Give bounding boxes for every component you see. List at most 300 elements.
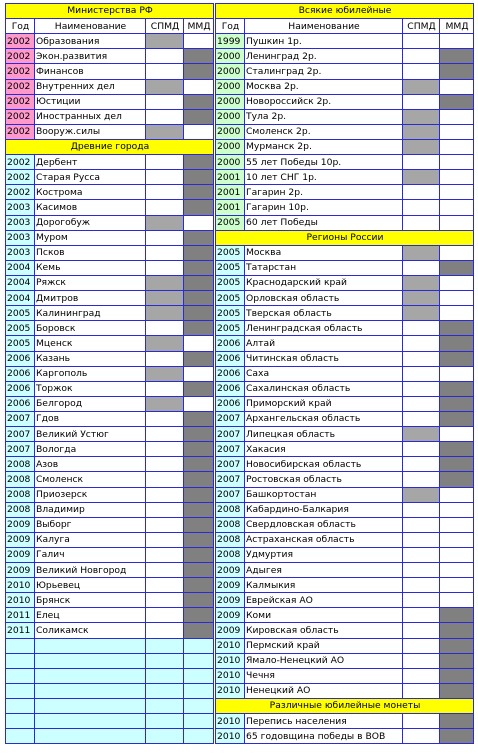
name-cell: Финансов: [35, 64, 146, 79]
table-row: [6, 502, 214, 517]
spmd-mark[interactable]: [146, 593, 184, 608]
mmd-mark[interactable]: [184, 683, 214, 698]
year-cell: 2003: [6, 215, 35, 230]
mmd-mark[interactable]: [440, 381, 474, 396]
mmd-mark[interactable]: [184, 653, 214, 668]
name-cell: Касимов: [35, 200, 146, 215]
spmd-mark[interactable]: [146, 427, 184, 442]
table-row: [216, 291, 474, 306]
mmd-mark[interactable]: [440, 109, 474, 124]
year-cell: 2007: [216, 487, 245, 502]
spmd-mark[interactable]: [146, 683, 184, 698]
col-mmd-header: ММД: [440, 19, 474, 34]
table-row: [6, 200, 214, 215]
spmd-mark[interactable]: [146, 306, 184, 321]
table-row: [216, 487, 474, 502]
year-cell: 2001: [216, 200, 245, 215]
table-row: [6, 547, 214, 562]
year-cell: 2008: [6, 502, 35, 517]
name-cell: Москва 2р.: [245, 79, 403, 94]
mmd-mark[interactable]: [440, 155, 474, 170]
mmd-mark[interactable]: [184, 487, 214, 502]
col-year-header: Год: [6, 19, 35, 34]
spmd-mark[interactable]: [146, 699, 184, 714]
name-cell: Юстиции: [35, 94, 146, 109]
mmd-mark[interactable]: [184, 64, 214, 79]
spmd-mark[interactable]: [146, 336, 184, 351]
year-cell: 2001: [216, 170, 245, 185]
mmd-mark[interactable]: [440, 306, 474, 321]
mmd-mark[interactable]: [440, 593, 474, 608]
year-cell: 2002: [6, 79, 35, 94]
spmd-mark[interactable]: [146, 124, 184, 139]
spmd-mark[interactable]: [403, 472, 440, 487]
mmd-mark[interactable]: [184, 79, 214, 94]
section-jubilee-title: Всякие юбилейные: [216, 4, 474, 19]
table-row: [6, 683, 214, 698]
spmd-mark[interactable]: [403, 427, 440, 442]
name-cell: Татарстан: [245, 260, 403, 275]
spmd-mark[interactable]: [403, 411, 440, 426]
spmd-mark[interactable]: [403, 563, 440, 578]
spmd-mark[interactable]: [403, 578, 440, 593]
mmd-mark[interactable]: [440, 411, 474, 426]
year-cell: 2002: [6, 170, 35, 185]
year-cell: 2005: [216, 291, 245, 306]
mmd-mark[interactable]: [184, 291, 214, 306]
mmd-mark[interactable]: [440, 457, 474, 472]
spmd-mark[interactable]: [403, 457, 440, 472]
spmd-mark[interactable]: [403, 593, 440, 608]
year-cell: 2007: [6, 427, 35, 442]
year-cell: 2009: [6, 517, 35, 532]
mmd-mark[interactable]: [440, 487, 474, 502]
spmd-mark[interactable]: [146, 381, 184, 396]
year-cell: 2010: [216, 729, 245, 744]
table-row: [216, 563, 474, 578]
mmd-mark[interactable]: [440, 442, 474, 457]
year-cell: 2009: [6, 563, 35, 578]
section-ancient-cities-title: Древние города: [6, 139, 214, 154]
mmd-mark[interactable]: [440, 472, 474, 487]
spmd-mark[interactable]: [403, 653, 440, 668]
mmd-mark[interactable]: [184, 472, 214, 487]
mmd-mark[interactable]: [184, 366, 214, 381]
year-cell: 2005: [216, 306, 245, 321]
mmd-mark[interactable]: [184, 517, 214, 532]
name-cell: Гагарин 10р.: [245, 200, 403, 215]
year-cell: 2007: [216, 411, 245, 426]
mmd-mark[interactable]: [184, 124, 214, 139]
spmd-mark[interactable]: [146, 623, 184, 638]
mmd-mark[interactable]: [440, 396, 474, 411]
mmd-mark[interactable]: [440, 427, 474, 442]
name-cell: [35, 653, 146, 668]
table-row: [216, 472, 474, 487]
table-row: [216, 442, 474, 457]
spmd-mark[interactable]: [403, 200, 440, 215]
mmd-mark[interactable]: [184, 427, 214, 442]
spmd-mark[interactable]: [146, 653, 184, 668]
mmd-mark[interactable]: [184, 638, 214, 653]
spmd-mark[interactable]: [403, 245, 440, 260]
spmd-mark[interactable]: [146, 260, 184, 275]
name-cell: Архангельская область: [245, 411, 403, 426]
mmd-mark[interactable]: [184, 34, 214, 49]
year-cell: 2007: [216, 457, 245, 472]
year-cell: 2002: [6, 34, 35, 49]
year-cell: 2002: [6, 109, 35, 124]
mmd-mark[interactable]: [440, 578, 474, 593]
spmd-mark[interactable]: [146, 608, 184, 623]
name-cell: Липецкая область: [245, 427, 403, 442]
mmd-mark[interactable]: [440, 321, 474, 336]
mmd-mark[interactable]: [440, 185, 474, 200]
table-row: [216, 381, 474, 396]
spmd-mark[interactable]: [146, 351, 184, 366]
year-cell: 2000: [216, 109, 245, 124]
spmd-mark[interactable]: [146, 185, 184, 200]
spmd-mark[interactable]: [403, 336, 440, 351]
mmd-mark[interactable]: [184, 245, 214, 260]
spmd-mark[interactable]: [403, 139, 440, 154]
section-regions-title: Регионы России: [216, 230, 474, 245]
name-cell: Ненецкий АО: [245, 683, 403, 698]
spmd-mark[interactable]: [146, 517, 184, 532]
mmd-mark[interactable]: [184, 729, 214, 744]
name-cell: Вооруж.силы: [35, 124, 146, 139]
name-cell: Брянск: [35, 593, 146, 608]
spmd-mark[interactable]: [146, 487, 184, 502]
spmd-mark[interactable]: [403, 714, 440, 729]
mmd-mark[interactable]: [184, 457, 214, 472]
year-cell: 2009: [216, 563, 245, 578]
table-row: [6, 623, 214, 638]
mmd-mark[interactable]: [440, 139, 474, 154]
spmd-mark[interactable]: [403, 366, 440, 381]
mmd-mark[interactable]: [184, 699, 214, 714]
table-row: [216, 260, 474, 275]
spmd-mark[interactable]: [403, 260, 440, 275]
mmd-mark[interactable]: [440, 275, 474, 290]
spmd-mark[interactable]: [146, 49, 184, 64]
year-cell: [6, 714, 35, 729]
year-cell: 2008: [216, 532, 245, 547]
spmd-mark[interactable]: [403, 442, 440, 457]
mmd-mark[interactable]: [184, 185, 214, 200]
spmd-mark[interactable]: [403, 94, 440, 109]
mmd-mark[interactable]: [440, 668, 474, 683]
mmd-mark[interactable]: [184, 321, 214, 336]
year-cell: 2000: [216, 79, 245, 94]
spmd-mark[interactable]: [403, 109, 440, 124]
spmd-mark[interactable]: [403, 64, 440, 79]
year-cell: 2008: [216, 517, 245, 532]
mmd-mark[interactable]: [440, 547, 474, 562]
mmd-mark[interactable]: [184, 578, 214, 593]
spmd-mark[interactable]: [403, 532, 440, 547]
name-cell: Сахалинская область: [245, 381, 403, 396]
name-cell: Кировская область: [245, 623, 403, 638]
mmd-mark[interactable]: [440, 34, 474, 49]
name-cell: Смоленск 2р.: [245, 124, 403, 139]
spmd-mark[interactable]: [403, 291, 440, 306]
year-cell: 2000: [216, 155, 245, 170]
spmd-mark[interactable]: [146, 291, 184, 306]
spmd-mark[interactable]: [146, 245, 184, 260]
mmd-mark[interactable]: [440, 260, 474, 275]
spmd-mark[interactable]: [146, 155, 184, 170]
table-row: [6, 79, 214, 94]
spmd-mark[interactable]: [403, 124, 440, 139]
mmd-mark[interactable]: [184, 351, 214, 366]
mmd-mark[interactable]: [440, 49, 474, 64]
table-row: [216, 517, 474, 532]
column-header-row: [6, 19, 214, 34]
spmd-mark[interactable]: [403, 275, 440, 290]
name-cell: [35, 683, 146, 698]
year-cell: 2005: [6, 306, 35, 321]
mmd-mark[interactable]: [440, 351, 474, 366]
mmd-mark[interactable]: [184, 215, 214, 230]
name-cell: Астраханская область: [245, 532, 403, 547]
mmd-mark[interactable]: [440, 64, 474, 79]
spmd-mark[interactable]: [403, 623, 440, 638]
mmd-mark[interactable]: [440, 623, 474, 638]
spmd-mark[interactable]: [403, 487, 440, 502]
year-cell: 2000: [216, 94, 245, 109]
year-cell: [6, 638, 35, 653]
section-various: [216, 699, 474, 714]
table-row: [216, 109, 474, 124]
mmd-mark[interactable]: [440, 200, 474, 215]
mmd-mark[interactable]: [440, 79, 474, 94]
mmd-mark[interactable]: [440, 729, 474, 744]
mmd-mark[interactable]: [184, 593, 214, 608]
year-cell: 2009: [6, 547, 35, 562]
spmd-mark[interactable]: [403, 79, 440, 94]
mmd-mark[interactable]: [184, 49, 214, 64]
table-row: [6, 34, 214, 49]
mmd-mark[interactable]: [184, 714, 214, 729]
spmd-mark[interactable]: [403, 396, 440, 411]
spmd-mark[interactable]: [403, 34, 440, 49]
mmd-mark[interactable]: [184, 109, 214, 124]
table-row: [6, 275, 214, 290]
name-cell: [35, 729, 146, 744]
table-row: [216, 427, 474, 442]
name-cell: Приозерск: [35, 487, 146, 502]
year-cell: [6, 683, 35, 698]
mmd-mark[interactable]: [184, 230, 214, 245]
mmd-mark[interactable]: [184, 306, 214, 321]
spmd-mark[interactable]: [146, 79, 184, 94]
mmd-mark[interactable]: [440, 532, 474, 547]
spmd-mark[interactable]: [146, 170, 184, 185]
mmd-mark[interactable]: [184, 623, 214, 638]
mmd-mark[interactable]: [440, 291, 474, 306]
year-cell: 2007: [216, 472, 245, 487]
table-row: [216, 321, 474, 336]
mmd-mark[interactable]: [440, 563, 474, 578]
spmd-mark[interactable]: [146, 457, 184, 472]
section-regions: [216, 230, 474, 245]
mmd-mark[interactable]: [440, 366, 474, 381]
mmd-mark[interactable]: [184, 381, 214, 396]
mmd-mark[interactable]: [440, 245, 474, 260]
table-row: [216, 638, 474, 653]
year-cell: 2009: [6, 532, 35, 547]
spmd-mark[interactable]: [146, 396, 184, 411]
mmd-mark[interactable]: [184, 336, 214, 351]
spmd-mark[interactable]: [403, 547, 440, 562]
spmd-mark[interactable]: [146, 502, 184, 517]
name-cell: Кабардино-Балкария: [245, 502, 403, 517]
table-row: [216, 532, 474, 547]
name-cell: Тула 2р.: [245, 109, 403, 124]
name-cell: Краснодарский край: [245, 275, 403, 290]
name-cell: Кемь: [35, 260, 146, 275]
spmd-mark[interactable]: [146, 638, 184, 653]
spmd-mark[interactable]: [403, 49, 440, 64]
year-cell: 2005: [6, 321, 35, 336]
year-cell: 2008: [216, 502, 245, 517]
year-cell: 2006: [216, 366, 245, 381]
mmd-mark[interactable]: [184, 442, 214, 457]
spmd-mark[interactable]: [403, 306, 440, 321]
table-row: [6, 608, 214, 623]
mmd-mark[interactable]: [440, 653, 474, 668]
year-cell: 2007: [216, 442, 245, 457]
spmd-mark[interactable]: [146, 532, 184, 547]
name-cell: Пермский край: [245, 638, 403, 653]
name-cell: Саха: [245, 366, 403, 381]
spmd-mark[interactable]: [146, 563, 184, 578]
spmd-mark[interactable]: [403, 215, 440, 230]
year-cell: 2011: [6, 623, 35, 638]
mmd-mark[interactable]: [440, 94, 474, 109]
table-row: [6, 668, 214, 683]
spmd-mark[interactable]: [146, 411, 184, 426]
name-cell: Калининград: [35, 306, 146, 321]
spmd-mark[interactable]: [146, 64, 184, 79]
spmd-mark[interactable]: [403, 351, 440, 366]
table-row: [216, 683, 474, 698]
spmd-mark[interactable]: [146, 366, 184, 381]
table-row: [216, 396, 474, 411]
year-cell: 2010: [216, 714, 245, 729]
mmd-mark[interactable]: [440, 336, 474, 351]
year-cell: 2006: [6, 381, 35, 396]
name-cell: Ростовская область: [245, 472, 403, 487]
year-cell: 2000: [216, 139, 245, 154]
spmd-mark[interactable]: [146, 668, 184, 683]
col-spmd-header: СПМД: [146, 19, 184, 34]
spmd-mark[interactable]: [146, 94, 184, 109]
table-row: [6, 729, 214, 744]
spmd-mark[interactable]: [146, 472, 184, 487]
mmd-mark[interactable]: [440, 124, 474, 139]
mmd-mark[interactable]: [440, 714, 474, 729]
table-row: [216, 64, 474, 79]
mmd-mark[interactable]: [184, 155, 214, 170]
mmd-mark[interactable]: [184, 94, 214, 109]
spmd-mark[interactable]: [146, 215, 184, 230]
name-cell: Приморский край: [245, 396, 403, 411]
mmd-mark[interactable]: [440, 638, 474, 653]
year-cell: 2006: [216, 336, 245, 351]
mmd-mark[interactable]: [184, 396, 214, 411]
table-row: [6, 714, 214, 729]
spmd-mark[interactable]: [403, 185, 440, 200]
spmd-mark[interactable]: [146, 547, 184, 562]
table-row: [216, 653, 474, 668]
mmd-mark[interactable]: [184, 532, 214, 547]
name-cell: Вологда: [35, 442, 146, 457]
mmd-mark[interactable]: [440, 517, 474, 532]
mmd-mark[interactable]: [440, 608, 474, 623]
name-cell: Башкортостан: [245, 487, 403, 502]
mmd-mark[interactable]: [184, 668, 214, 683]
mmd-mark[interactable]: [184, 275, 214, 290]
spmd-mark[interactable]: [146, 442, 184, 457]
spmd-mark[interactable]: [403, 321, 440, 336]
spmd-mark[interactable]: [403, 381, 440, 396]
mmd-mark[interactable]: [440, 683, 474, 698]
mmd-mark[interactable]: [184, 547, 214, 562]
mmd-mark[interactable]: [440, 215, 474, 230]
spmd-mark[interactable]: [403, 668, 440, 683]
spmd-mark[interactable]: [146, 714, 184, 729]
name-cell: Смоленск: [35, 472, 146, 487]
spmd-mark[interactable]: [403, 170, 440, 185]
mmd-mark[interactable]: [440, 170, 474, 185]
spmd-mark[interactable]: [146, 321, 184, 336]
mmd-mark[interactable]: [184, 260, 214, 275]
year-cell: 2000: [216, 64, 245, 79]
spmd-mark[interactable]: [403, 638, 440, 653]
spmd-mark[interactable]: [146, 34, 184, 49]
mmd-mark[interactable]: [184, 411, 214, 426]
col-year-header: Год: [216, 19, 245, 34]
mmd-mark[interactable]: [184, 200, 214, 215]
name-cell: Великий Устюг: [35, 427, 146, 442]
spmd-mark[interactable]: [146, 275, 184, 290]
year-cell: 2005: [6, 336, 35, 351]
mmd-mark[interactable]: [184, 170, 214, 185]
table-row: [216, 79, 474, 94]
name-cell: Внутренних дел: [35, 79, 146, 94]
mmd-mark[interactable]: [440, 502, 474, 517]
spmd-mark[interactable]: [146, 200, 184, 215]
spmd-mark[interactable]: [146, 578, 184, 593]
spmd-mark[interactable]: [146, 729, 184, 744]
spmd-mark[interactable]: [403, 155, 440, 170]
year-cell: 2005: [216, 215, 245, 230]
spmd-mark[interactable]: [403, 729, 440, 744]
name-cell: Алтай: [245, 336, 403, 351]
mmd-mark[interactable]: [184, 608, 214, 623]
spmd-mark[interactable]: [403, 502, 440, 517]
spmd-mark[interactable]: [146, 109, 184, 124]
table-row: [6, 124, 214, 139]
mmd-mark[interactable]: [184, 563, 214, 578]
spmd-mark[interactable]: [403, 683, 440, 698]
spmd-mark[interactable]: [146, 230, 184, 245]
spmd-mark[interactable]: [403, 517, 440, 532]
mmd-mark[interactable]: [184, 502, 214, 517]
spmd-mark[interactable]: [403, 608, 440, 623]
